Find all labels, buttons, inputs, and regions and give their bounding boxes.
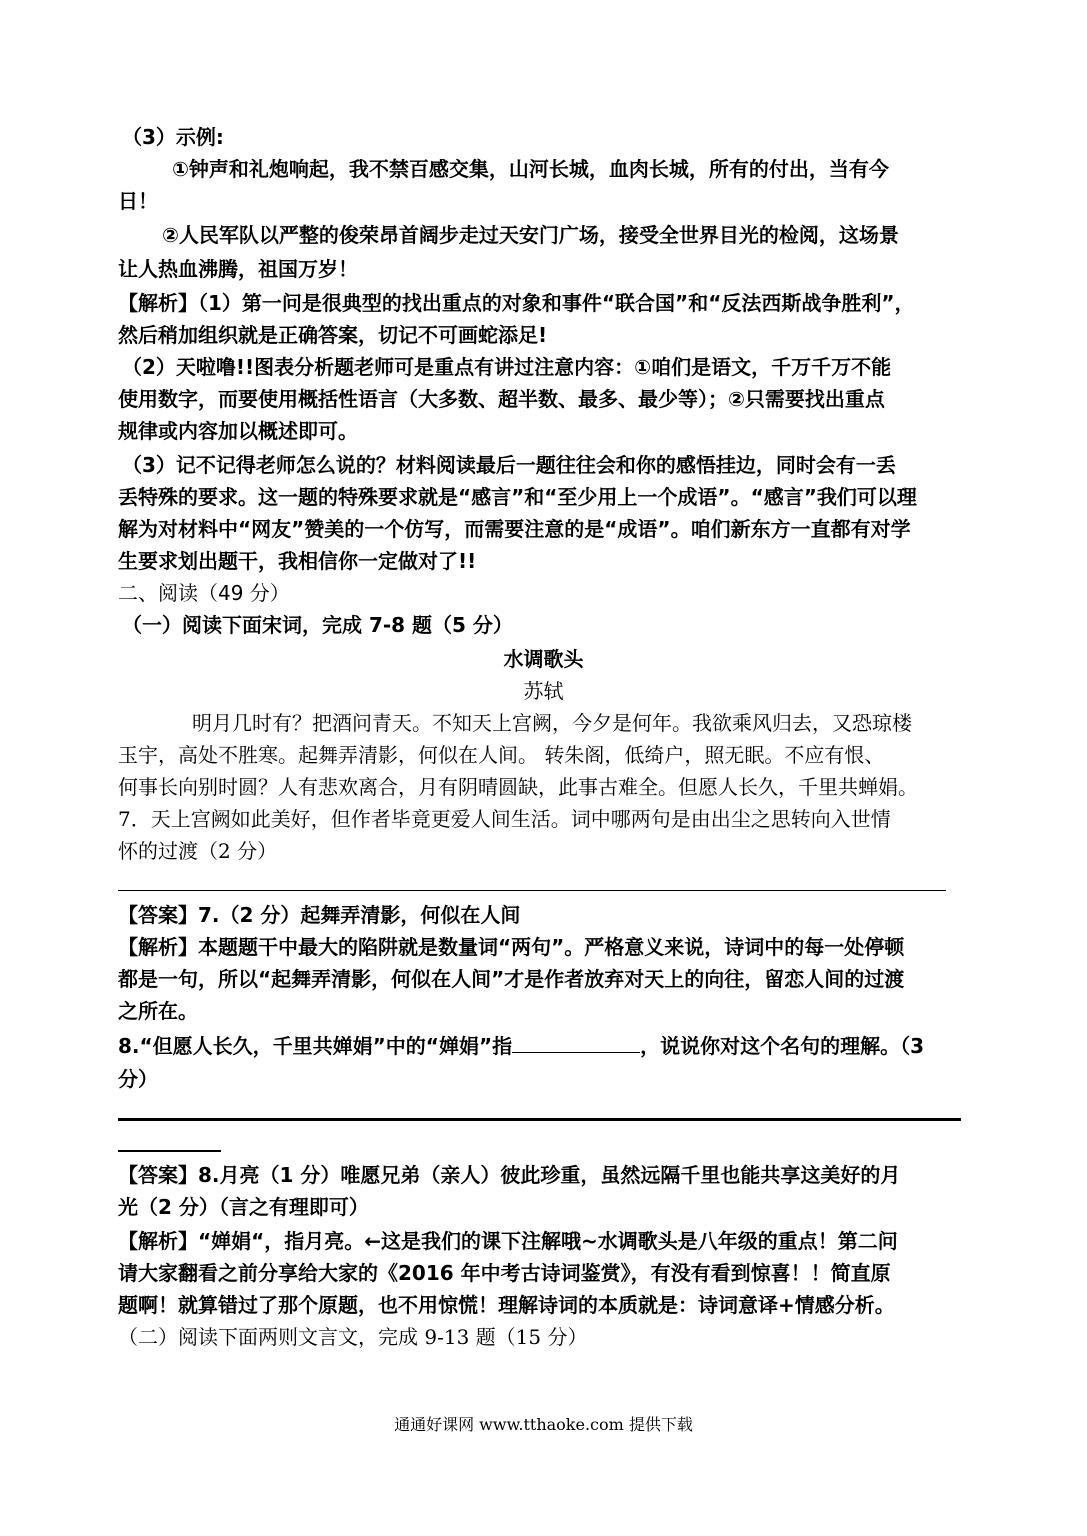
subsection-heading-classical: （二）阅读下面两则文言文，完成 9-13 题（15 分） <box>118 1325 588 1349</box>
analysis-3-line-2: 丢特殊的要求。这一题的特殊要求就是“感言”和“至少用上一个成语”。“感言”我们可以理 <box>118 485 917 509</box>
fill-in-blank <box>512 1032 640 1053</box>
poem-line-3: 何事长向别时圆？人有悲欢离合，月有阴晴圆缺，此事古难全。但愿人长久，千里共蝉娟。 <box>118 775 918 799</box>
page-footer: 通通好课网 www.tthaoke.com 提供下载 <box>394 1415 693 1434</box>
example-2-line-1: ②人民军队以严整的俊荣昂首阔步走过天安门广场，接受全世界目光的检阅，这场景 <box>162 223 899 247</box>
explanation-8-line-3: 题啊！就算错过了那个原题，也不用惊慌！理解诗词的本质就是：诗词意译+情感分析。 <box>118 1293 895 1317</box>
analysis-1-line-1: 【解析】（1）第一问是很典型的找出重点的对象和事件“联合国”和“反法西斯战争胜利”， <box>118 291 915 315</box>
answer-8-line-2: 光（2 分）（言之有理即可） <box>118 1195 369 1219</box>
question-8-suffix: ，说说你对这个名句的理解。（3 <box>640 1034 925 1058</box>
explanation-7-line-3: 之所在。 <box>118 999 198 1023</box>
example-1-line-1: ①钟声和礼炮响起，我不禁百感交集，山河长城，血肉长城，所有的付出，当有今 <box>172 157 889 181</box>
example-heading: （3）示例: <box>122 125 224 149</box>
analysis-2-line-1: （2）天啦噜!!图表分析题老师可是重点有讲过注意内容：①咱们是语文，千万千万不能 <box>122 355 892 379</box>
explanation-7-line-1: 【解析】本题题干中最大的陷阱就是数量词“两句”。严格意义来说，诗词中的每一处停顿 <box>118 935 905 959</box>
analysis-3-line-4: 生要求划出题干，我相信你一定做对了!! <box>118 549 477 573</box>
poem-author: 苏轼 <box>523 679 564 703</box>
analysis-3-line-1: （3）记不记得老师怎么说的？材料阅读最后一题往往会和你的感悟挂边，同时会有一丢 <box>122 453 896 477</box>
answer-line <box>118 890 946 891</box>
analysis-3-line-3: 解为对材料中“网友”赞美的一个仿写，而需要注意的是“成语”。咱们新东方一直都有对学 <box>118 517 911 541</box>
footnote-separator <box>118 1150 221 1152</box>
question-7-line-1: 7．天上宫阙如此美好，但作者毕竟更爱人间生活。词中哪两句是由出尘之思转向入世情 <box>118 807 891 831</box>
answer-8-line-1: 【答案】8.月亮（1 分）唯愿兄弟（亲人）彼此珍重，虽然远隔千里也能共享这美好的月 <box>118 1163 901 1187</box>
question-7-line-2: 怀的过渡（2 分） <box>118 839 278 863</box>
question-8-line-1 <box>118 1032 924 1059</box>
poem-line-2: 玉宇，高处不胜寒。起舞弄清影，何似在人间。 转朱阁，低绮户，照无眠。不应有恨、 <box>118 743 885 767</box>
explanation-8-line-1: 【解析】“婵娟“，指月亮。←这是我们的课下注解哦~水调歌头是八年级的重点！第二问 <box>118 1229 898 1253</box>
example-1-line-2: 日！ <box>118 189 158 213</box>
section-heading-reading: 二、阅读（49 分） <box>118 581 290 605</box>
answer-line-thick <box>118 1118 961 1121</box>
answer-7: 【答案】7.（2 分）起舞弄清影，何似在人间 <box>118 903 521 927</box>
question-8-line-2: 分） <box>118 1067 158 1091</box>
analysis-2-line-2: 使用数字，而要使用概括性语言（大多数、超半数、最多、最少等）；②只需要找出重点 <box>118 387 885 411</box>
poem-title: 水调歌头 <box>503 647 584 671</box>
analysis-2-line-3: 规律或内容加以概述即可。 <box>118 419 358 443</box>
question-8-prefix: 8.“但愿人长久，千里共婵娟”中的“婵娟”指 <box>118 1034 513 1058</box>
subsection-heading-poem: （一）阅读下面宋词，完成 7-8 题（5 分） <box>122 613 513 637</box>
analysis-1-line-2: 然后稍加组织就是正确答案，切记不可画蛇添足! <box>118 323 548 347</box>
explanation-7-line-2: 都是一句，所以“起舞弄清影，何似在人间”才是作者放弃对天上的向往，留恋人间的过渡 <box>118 967 905 991</box>
explanation-8-line-2: 请大家翻看之前分享给大家的《2016 年中考古诗词鉴赏》，有没有看到惊喜！！简直原 <box>118 1261 891 1285</box>
example-2-line-2: 让人热血沸腾，祖国万岁！ <box>118 257 358 281</box>
poem-line-1: 明月几时有？把酒问青天。不知天上宫阙，今夕是何年。我欲乘风归去，又恐琼楼 <box>192 711 912 735</box>
